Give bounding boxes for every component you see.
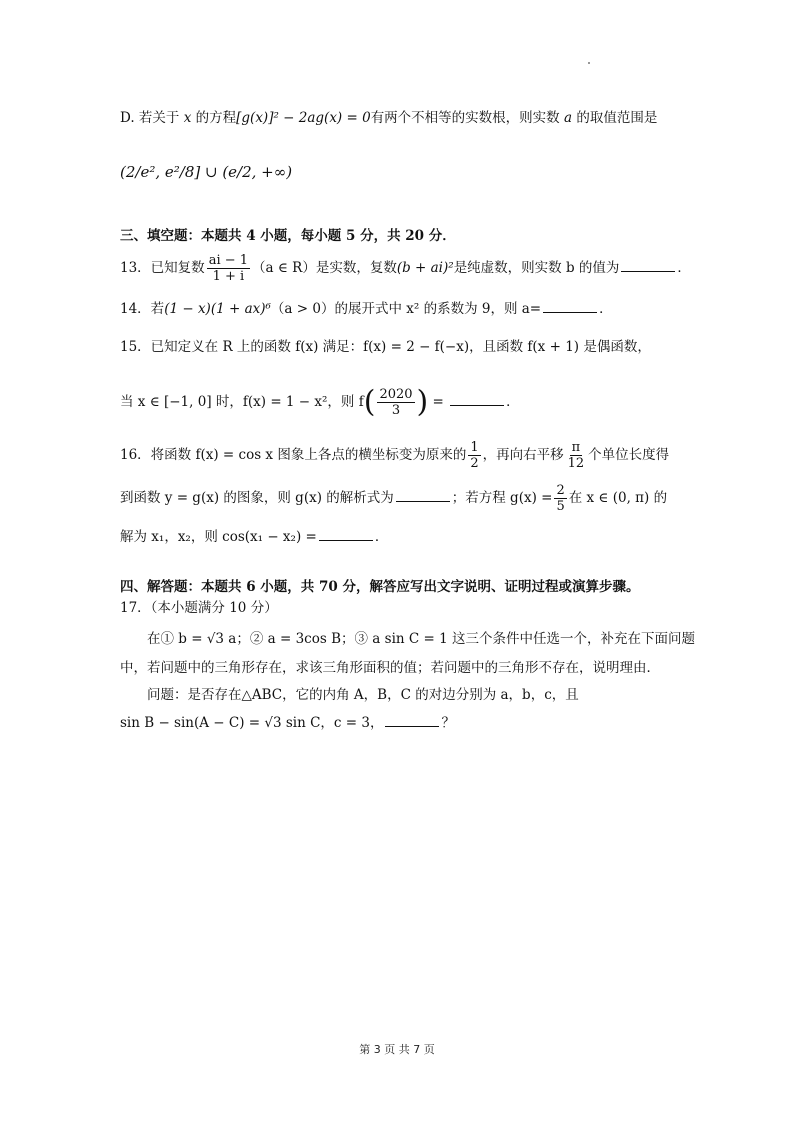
q15-frac-den: 3	[391, 403, 401, 418]
question-13	[120, 253, 691, 284]
page-footer: 第 3 页 共 7 页	[359, 1043, 435, 1056]
q16-line1c: 个单位长度得	[588, 447, 670, 463]
q15-answer-blank[interactable]	[450, 391, 504, 406]
q13-answer-blank[interactable]	[621, 257, 675, 272]
q13-end: ．	[677, 260, 691, 276]
q15-fraction	[377, 387, 414, 418]
q17-line4-text: sin B − sin(A − C) = √3 sin C，c = 3，	[120, 715, 384, 731]
q16-half	[468, 440, 480, 471]
q16-line1a: 16．将函数 f(x) = cos x 图象上各点的横坐标变为原来的	[120, 447, 467, 463]
q14-end: ．	[599, 301, 613, 317]
q16-pi-num: π	[571, 440, 581, 455]
q16-answer-blank-1[interactable]	[396, 487, 450, 502]
q16-line1b: ，再向右平移	[482, 447, 564, 463]
q15-paren-close: )	[416, 384, 429, 420]
question-16-line3	[120, 526, 680, 547]
question-17-line2: 中，若问题中的三角形存在，求该三角形面积的值；若问题中的三角形不存在，说明理由．	[120, 660, 660, 676]
q14-number: 14．若	[120, 301, 165, 317]
q13-frac-den: 1 + i	[212, 269, 245, 284]
q16-line2b: ；若方程 g(x) =	[451, 490, 553, 506]
q17-answer-blank[interactable]	[385, 712, 439, 727]
q13-frac-num: ai − 1	[208, 253, 249, 268]
option-d-mid1: 的方程	[191, 110, 237, 126]
q13-tail: 是纯虚数，则实数 b 的值为	[453, 260, 620, 276]
option-d-mid2: 有两个不相等的实数根，则实数	[370, 110, 564, 126]
q16-end: ．	[374, 529, 389, 545]
q16-two-fifths	[554, 483, 566, 514]
option-d-equation: [g(x)]² − 2ag(x) = 0	[236, 110, 371, 126]
q15-line2b: =	[428, 394, 449, 410]
q13-number: 13．已知复数	[120, 260, 205, 276]
option-d-line1	[120, 108, 680, 128]
scan-dot	[588, 62, 590, 64]
question-15-line1: 15．已知定义在 R 上的函数 f(x) 满足：f(x) = 2 − f(−x)，且函数 f(x + 1) 是偶函数，	[120, 339, 651, 355]
q16-half-den: 2	[470, 456, 479, 471]
question-14	[120, 298, 680, 319]
question-17-line4	[120, 712, 680, 733]
option-d-var-x: x	[183, 110, 192, 126]
q15-frac-num: 2020	[379, 387, 413, 402]
option-d-lead: D. 若关于	[120, 110, 184, 126]
question-16-line1	[120, 440, 680, 471]
q16-two-den: 5	[556, 499, 565, 514]
q14-answer-blank[interactable]	[543, 298, 597, 313]
q16-pi-den: 12	[567, 456, 585, 471]
option-d-range	[120, 162, 680, 183]
q15-line2a: 当 x ∈ [−1, 0] 时，f(x) = 1 − x²，则 f	[120, 394, 364, 410]
q15-paren-open: (	[363, 384, 376, 420]
q17-end: ？	[441, 715, 455, 731]
q13-condition: （a ∈ R）	[252, 260, 316, 276]
q14-expr: (1 − x)(1 + ax)⁶	[164, 301, 271, 317]
q16-line3a: 解为 x₁，x₂，则 cos(x₁ − x₂) =	[120, 529, 317, 545]
option-d-var-a: a	[563, 110, 573, 126]
q14-condition: （a > 0）	[270, 301, 335, 317]
q13-mid: 是实数，复数	[315, 260, 397, 276]
q16-line2c: 在 x ∈ (0, π) 的	[568, 490, 668, 506]
q16-half-num: 1	[470, 440, 479, 455]
q14-mid: 的展开式中 x² 的系数为 9，则 a=	[334, 301, 542, 317]
q16-two-num: 2	[556, 483, 565, 498]
section3-heading: 三、填空题：本题共 4 小题，每小题 5 分，共 20 分．	[120, 228, 456, 244]
q16-answer-blank-2[interactable]	[319, 526, 373, 541]
question-15-line2	[120, 384, 680, 420]
q16-line2a: 到函数 y = g(x) 的图象，则 g(x) 的解析式为	[120, 490, 394, 506]
option-d-range-text: (2/e², e²/8] ∪ (e/2, +∞)	[120, 163, 293, 181]
option-d-tail: 的取值范围是	[572, 110, 658, 126]
section4-heading: 四、解答题：本题共 6 小题，共 70 分，解答应写出文字说明、证明过程或演算步骤。	[120, 579, 640, 595]
question-16-line2	[120, 483, 680, 514]
question-17-title: 17．（本小题满分 10 分）	[120, 600, 278, 616]
q13-fraction	[207, 253, 250, 284]
q13-expr: (b + ai)²	[396, 260, 454, 276]
q15-end: ．	[506, 394, 520, 410]
question-17-line1: 在① b = √3 a；② a = 3cos B；③ a sin C = 1 这三个条件中任选一个，补充在下面问题	[147, 631, 695, 647]
q16-pi-frac	[566, 440, 587, 471]
question-17-line3: 问题：是否存在△ABC，它的内角 A，B，C 的对边分别为 a，b，c，且	[147, 687, 579, 703]
